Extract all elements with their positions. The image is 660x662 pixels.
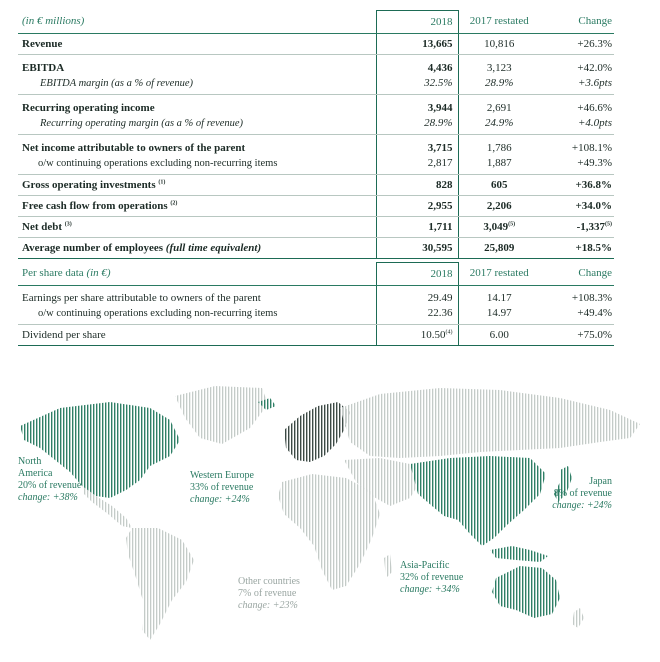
world-revenue-map <box>0 378 660 657</box>
new-zealand-shape <box>572 608 584 628</box>
asia-pacific-shape <box>410 456 546 546</box>
key-figures-table <box>18 10 614 259</box>
label-north-america: North America 20% of revenue change: +38% <box>18 456 82 503</box>
col-change: Change <box>540 11 614 34</box>
per-share-table <box>18 262 614 346</box>
world-map-graphic <box>0 378 660 657</box>
table-row: o/w continuing operations excluding non-recurring items 22.36 14.97 +49.4% <box>18 306 614 325</box>
col-2017: 2017 restated <box>458 11 540 34</box>
table-row: o/w continuing operations excluding non-recurring items 2,817 1,887 +49.3% <box>18 156 614 175</box>
table-row: Dividend per share 10.50$^{(4)}$ 6.00 +75.0% <box>18 325 614 346</box>
australia-shape <box>492 566 560 618</box>
north-asia-shape <box>340 388 640 458</box>
table-row: Recurring operating margin (as a % of revenue) 28.9% 24.9% +4.0pts <box>18 116 614 135</box>
label-japan: Japan 8% of revenue change: +24% <box>552 476 612 511</box>
south-america-shape <box>126 528 194 640</box>
africa-shape <box>278 474 380 590</box>
table-row: Net debt $^{(3)}$ 1,711 3,049$^{(5)}$ -1,337$^{(5)}$ <box>18 217 614 238</box>
table-row: Free cash flow from operations $^{(2)}$ 2,955 2,206 +34.0% <box>18 196 614 217</box>
table-header <box>18 11 614 34</box>
col-2018: 2018 <box>376 11 458 34</box>
label-western-europe: Western Europe 33% of revenue change: +24% <box>190 470 254 505</box>
unit-label: (in € millions) <box>18 11 376 34</box>
table-row: Recurring operating income 3,944 2,691 +46.6% <box>18 95 614 117</box>
table-row: EBITDA 4,436 3,123 +42.0% <box>18 55 614 77</box>
table-row: Net income attributable to owners of the parent 3,715 1,786 +108.1% <box>18 135 614 157</box>
western-europe-shape <box>284 402 350 462</box>
madagascar-shape <box>384 554 392 578</box>
table-header: Per share data (in €) 2018 2017 restated Change <box>18 263 614 286</box>
indonesia-shape <box>490 546 548 562</box>
table-row: Earnings per share attributable to owners of the parent 29.49 14.17 +108.3% <box>18 286 614 307</box>
table-row: Average number of employees (full time equivalent) 30,595 25,809 +18.5% <box>18 238 614 259</box>
label-other-countries: Other countries 7% of revenue change: +23% <box>238 576 300 611</box>
label-asia-pacific: Asia-Pacific 32% of revenue change: +34% <box>400 560 464 595</box>
table-row: Gross operating investments $^{(1)}$ 828 605 +36.8% <box>18 175 614 196</box>
greenland-shape <box>175 386 268 444</box>
table-row: Revenue 13,665 10,816 +26.3% <box>18 34 614 55</box>
table-row: EBITDA margin (as a % of revenue) 32.5% 28.9% +3.6pts <box>18 76 614 95</box>
